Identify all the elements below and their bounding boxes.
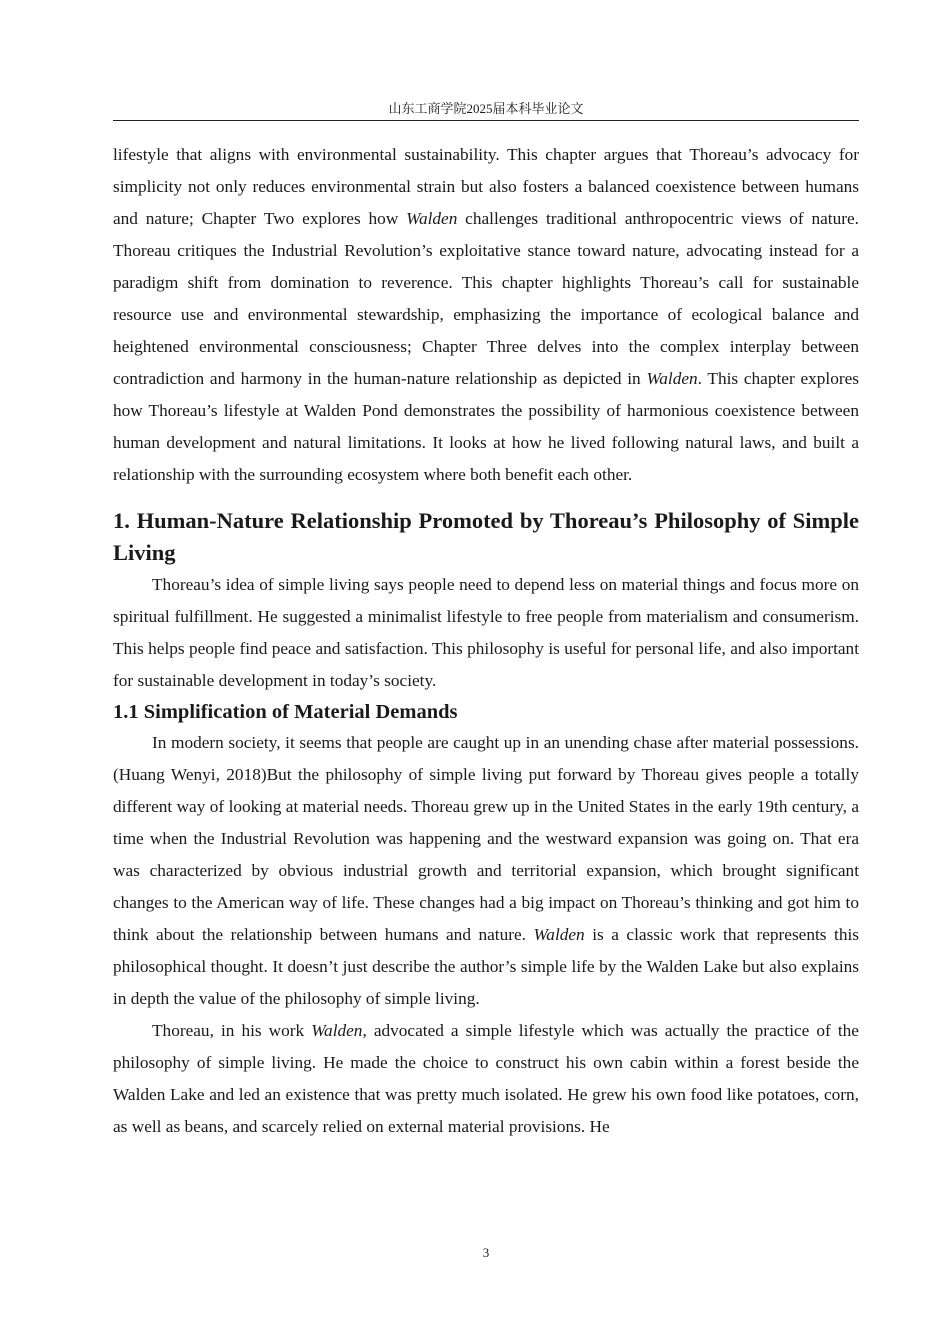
subsection-heading: 1.1 Simplification of Material Demands: [113, 701, 458, 723]
intro-paragraph: lifestyle that aligns with environmental sustainability. This chapter argues that Thoreau’s advocacy for simplicity not only reduces environmental strain but also fosters a balanced coexistence between humans and nature; Chapter Two explores how Walden challenges traditional anthropocentric views of nature. Thoreau critiques the Industrial Revolution’s exploitative stance toward nature, advocating instead for a paradigm shift from domination to reverence. This chapter highlights Thoreau’s call for sustainable resource use and environmental stewardship, emphasizing the importance of ecological balance and heightened environmental consciousness; Chapter Three delves into the complex interplay between contradiction and harmony in the human-nature relationship as depicted in Walden. This chapter explores how Thoreau’s lifestyle at Walden Pond demonstrates the possibility of harmonious coexistence between human development and natural limitations. It looks at how he lived following natural laws, and built a relationship with the surrounding ecosystem where both benefit each other.: [113, 145, 859, 484]
book-title-italic: Walden: [311, 1021, 363, 1040]
running-header: 山东工商学院2025届本科毕业论文: [113, 100, 859, 121]
book-title-italic: Walden: [646, 369, 698, 388]
book-title-italic: Walden: [533, 925, 585, 944]
page-number: 3: [482, 1245, 490, 1260]
subsection-paragraph-1: In modern society, it seems that people are caught up in an unending chase after material possessions.(Huang Wenyi, 2018)But the philosophy of simple living put forward by Thoreau gives people a totally different way of looking at material needs. Thoreau grew up in the United States in the early 19th century, a time when the Industrial Revolution was happening and the westward expansion was going on. That era was characterized by obvious industrial growth and territorial expansion, which brought significant changes to the American way of life. These changes had a big impact on Thoreau’s thinking and got him to think about the relationship between humans and nature. Walden is a classic work that represents this philosophical thought. It doesn’t just describe the author’s simple life by the Walden Lake but also explains in depth the value of the philosophy of simple living.: [113, 733, 859, 1008]
section-heading: 1. Human-Nature Relationship Promoted by Thoreau’s Philosophy of Simple Living: [113, 508, 859, 565]
book-title-italic: Walden: [406, 209, 458, 228]
subsection-paragraph-2: Thoreau, in his work Walden, advocated a simple lifestyle which was actually the practice of the philosophy of simple living. He made the choice to construct his own cabin within a forest beside the Walden Lake and led an existence that was pretty much isolated. He grew his own food like potatoes, corn, as well as beans, and scarcely relied on external material provisions. He: [113, 1021, 859, 1136]
body-content: [113, 139, 859, 1143]
section-paragraph: Thoreau’s idea of simple living says people need to depend less on material things and focus more on spiritual fulfillment. He suggested a minimalist lifestyle to free people from materialism and consumerism. This helps people find peace and satisfaction. This philosophy is useful for personal life, and also important for sustainable development in today’s society.: [113, 575, 859, 690]
